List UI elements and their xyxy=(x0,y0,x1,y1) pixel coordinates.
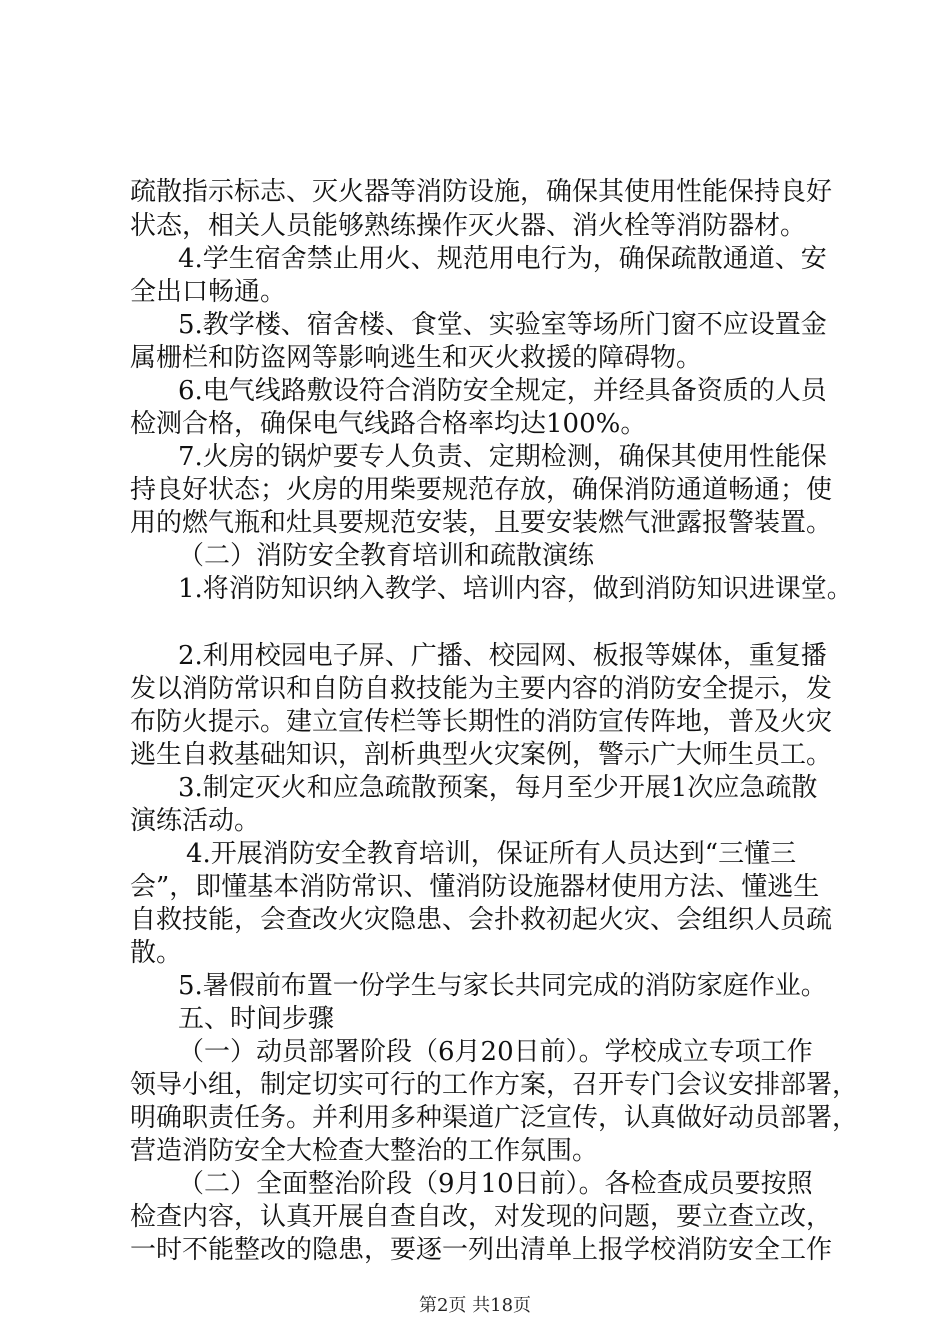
paragraph-line: 4.学生宿舍禁止用火、规范用电行为，确保疏散通道、安 xyxy=(178,244,827,274)
paragraph-line: 全出口畅通。 xyxy=(130,277,287,307)
paragraph-line: 一时不能整改的隐患，要逐一列出清单上报学校消防安全工作 xyxy=(130,1235,833,1265)
paragraph-line: 7.火房的锅炉要专人负责、定期检测，确保其使用性能保 xyxy=(178,442,827,472)
paragraph-line: 3.制定灭火和应急疏散预案，每月至少开展1次应急疏散 xyxy=(178,773,818,803)
paragraph-line: 1.将消防知识纳入教学、培训内容，做到消防知识进课堂。 xyxy=(178,574,853,604)
paragraph-line: 营造消防安全大检查大整治的工作氛围。 xyxy=(130,1136,599,1166)
paragraph-line: 检查内容，认真开展自查自改，对发现的问题，要立查立改， xyxy=(130,1202,833,1232)
paragraph-line: 属栅栏和防盗网等影响逃生和灭火救援的障碍物。 xyxy=(130,343,703,373)
paragraph-line: 用的燃气瓶和灶具要规范安装，且要安装燃气泄露报警装置。 xyxy=(130,508,833,538)
paragraph-line: 6.电气线路敷设符合消防安全规定，并经具备资质的人员 xyxy=(178,376,827,406)
paragraph-line: 逃生自救基础知识，剖析典型火灾案例，警示广大师生员工。 xyxy=(130,740,833,770)
paragraph-line: 散。 xyxy=(130,938,183,968)
paragraph-line: 布防火提示。建立宣传栏等长期性的消防宣传阵地，普及火灾 xyxy=(130,707,833,737)
paragraph-line: 状态，相关人员能够熟练操作灭火器、消火栓等消防器材。 xyxy=(130,211,807,241)
paragraph-line: （二）全面整治阶段（9月10日前）。各检查成员要按照 xyxy=(178,1169,813,1199)
paragraph-line: 持良好状态；火房的用柴要规范存放，确保消防通道畅通；使 xyxy=(130,475,833,505)
paragraph-line: 明确职责任务。并利用多种渠道广泛宣传，认真做好动员部署， xyxy=(130,1103,859,1133)
paragraph-line: 发以消防常识和自防自救技能为主要内容的消防安全提示，发 xyxy=(130,674,833,704)
paragraph-line: 5.教学楼、宿舍楼、食堂、实验室等场所门窗不应设置金 xyxy=(178,310,827,340)
page-number-footer: 第2页 共18页 xyxy=(418,1295,532,1316)
paragraph-line: 疏散指示标志、灭火器等消防设施，确保其使用性能保持良好 xyxy=(130,177,833,207)
paragraph-line: 会”，即懂基本消防常识、懂消防设施器材使用方法、懂逃生 xyxy=(130,872,820,902)
paragraph-line: 领导小组，制定切实可行的工作方案，召开专门会议安排部署， xyxy=(130,1070,859,1100)
paragraph-line: 5.暑假前布置一份学生与家长共同完成的消防家庭作业。 xyxy=(178,971,827,1001)
paragraph-line: （一）动员部署阶段（6月20日前）。学校成立专项工作 xyxy=(178,1037,813,1067)
paragraph-line: 检测合格，确保电气线路合格率均达100%。 xyxy=(130,409,647,439)
paragraph-line: 4.开展消防安全教育培训，保证所有人员达到“三懂三 xyxy=(186,839,797,869)
section-heading: （二）消防安全教育培训和疏散演练 xyxy=(178,541,595,571)
paragraph-line: 演练活动。 xyxy=(130,806,261,836)
section-heading: 五、时间步骤 xyxy=(178,1004,335,1034)
paragraph-line: 自救技能，会查改火灾隐患、会扑救初起火灾、会组织人员疏 xyxy=(130,905,833,935)
paragraph-line: 2.利用校园电子屏、广播、校园网、板报等媒体，重复播 xyxy=(178,641,827,671)
